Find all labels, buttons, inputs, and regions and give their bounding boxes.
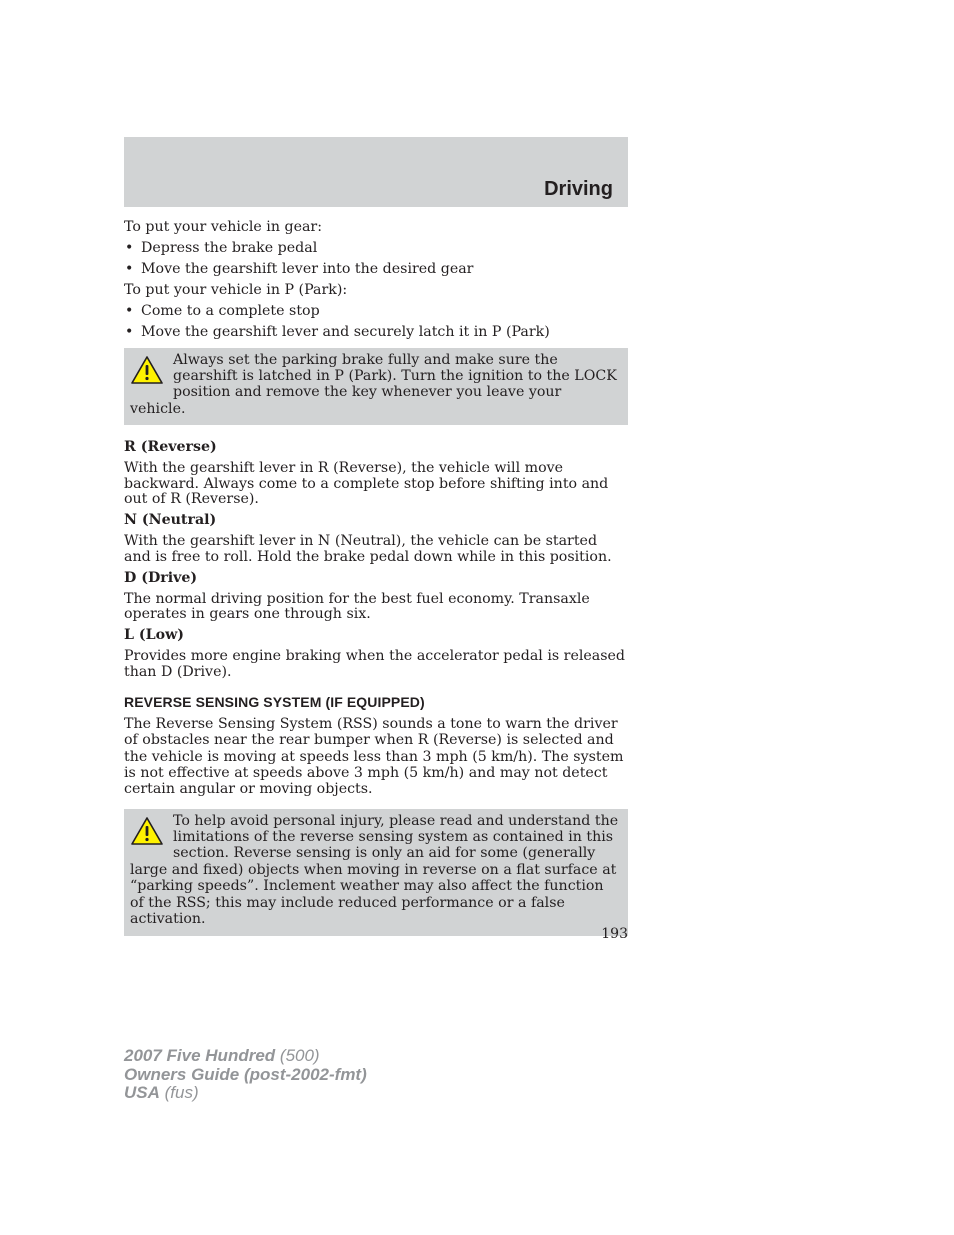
warning-box-parking xyxy=(124,348,628,426)
gear-steps-list xyxy=(124,241,628,278)
document-footer xyxy=(124,1047,367,1103)
reverse-heading: R (Reverse) xyxy=(124,439,217,456)
low-heading: L (Low) xyxy=(124,627,184,644)
rss-text: The Reverse Sensing System (RSS) sounds a tone to warn the driver of obstacles near the rear bumper when R (Reverse) is selected and the vehicle is moving at speeds less than 3 mph (5 km/h). The system is not effective at speeds above 3 mph (5 km/h) and may not detect certain angular or moving objects. xyxy=(124,716,624,798)
list-item: • Depress the brake pedal xyxy=(125,239,318,256)
page-content xyxy=(124,220,628,951)
park-intro: To put your vehicle in P (Park): xyxy=(124,281,348,298)
footer-line-market: USA (fus) xyxy=(124,1083,199,1102)
neutral-text: With the gearshift lever in N (Neutral), the vehicle can be started and is free to roll. Hold the brake pedal down while in this position. xyxy=(124,533,612,565)
bullet-icon: • xyxy=(125,323,134,340)
list-item: • Move the gearshift lever into the desired gear xyxy=(125,260,474,277)
footer-line-model: 2007 Five Hundred (500) xyxy=(124,1046,320,1065)
rss-section-heading: REVERSE SENSING SYSTEM (IF EQUIPPED) xyxy=(124,693,425,710)
gear-intro: To put your vehicle in gear: xyxy=(124,219,322,235)
list-item: • Come to a complete stop xyxy=(125,302,320,319)
drive-text: The normal driving position for the best fuel economy. Transaxle operates in gears one through six. xyxy=(124,590,590,623)
warning-box-rss xyxy=(124,809,628,936)
drive-heading: D (Drive) xyxy=(124,569,198,586)
page-number: 193 xyxy=(601,926,628,942)
chapter-header-band xyxy=(124,137,628,207)
footer-line-guide: Owners Guide (post-2002-fmt) xyxy=(124,1064,367,1084)
chapter-title: Driving xyxy=(544,178,613,200)
warning-triangle-icon xyxy=(130,816,164,846)
warning-text: Always set the parking brake fully and make sure the gearshift is latched in P (Park). Turn the ignition to the LOCK position and remove the key whenever you leave your vehicle. xyxy=(130,351,617,417)
list-item: • Move the gearshift lever and securely latch it in P (Park) xyxy=(125,323,550,340)
low-text: Provides more engine braking when the accelerator pedal is released than D (Drive). xyxy=(124,648,626,680)
warning-text: To help avoid personal injury, please read and understand the limitations of the reverse sensing system as contained in this section. Reverse sensing is only an aid for some (generally large and fixed) objects when moving in reverse on a flat surface at “parking speeds”. Inclement weather may also affect the function of the RSS; this may include reduced performance or a false activation. xyxy=(130,812,619,928)
bullet-icon: • xyxy=(125,302,134,319)
bullet-icon: • xyxy=(125,260,134,277)
reverse-text: With the gearshift lever in R (Reverse), the vehicle will move backward. Always come to a complete stop before shifting into and out of R (Reverse). xyxy=(124,460,609,508)
neutral-heading: N (Neutral) xyxy=(124,512,217,529)
warning-triangle-icon xyxy=(130,355,164,385)
bullet-icon: • xyxy=(125,239,134,256)
park-steps-list xyxy=(124,304,628,341)
